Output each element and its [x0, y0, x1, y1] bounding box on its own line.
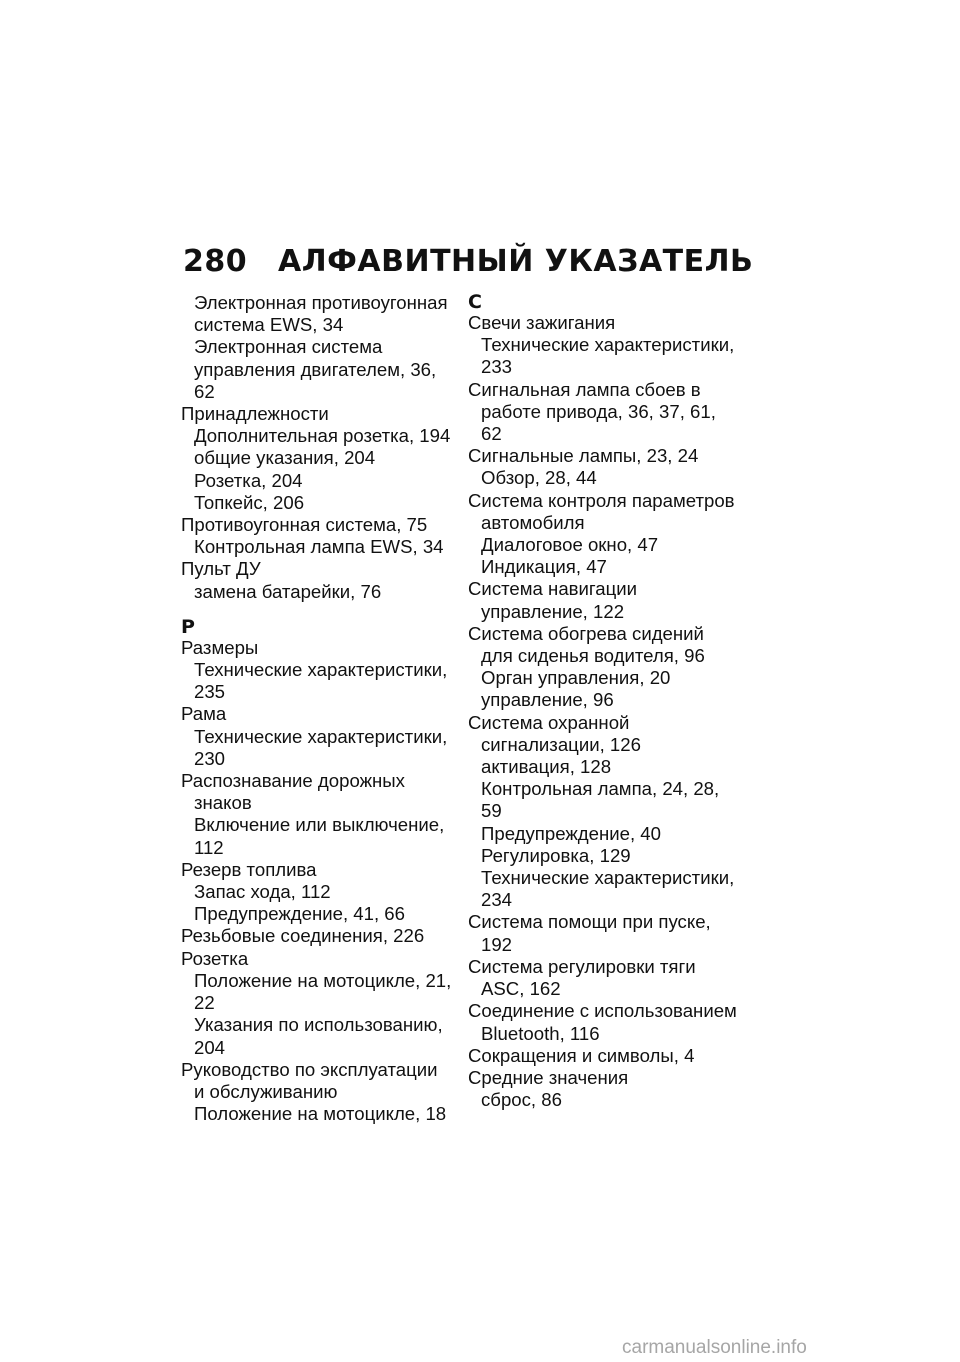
index-column-right	[468, 292, 740, 1111]
index-entry: Руководство по эксплуатации и обслуживанию	[181, 1058, 438, 1102]
index-subentry: Технические характеристики, 230	[194, 725, 448, 769]
index-entry: Сигнальные лампы, 23, 24	[468, 445, 699, 467]
index-entry: Размеры	[181, 636, 259, 658]
index-subentry: Положение на мотоцикле, 18	[194, 1103, 447, 1125]
index-subentry: Электронная противоугонная система EWS, 34	[194, 292, 448, 336]
index-entry: Резьбовые соединения, 226	[181, 925, 425, 947]
index-entry: Система обогрева сидений для сиденья водителя, 96	[468, 622, 705, 667]
index-subentry: Предупреждение, 40	[481, 822, 661, 844]
index-subentry: Розетка, 204	[194, 469, 303, 491]
index-subentry: Включение или выключение, 112	[194, 814, 445, 858]
index-subentry: Запас хода, 112	[194, 881, 331, 903]
index-subentry: общие указания, 204	[194, 447, 376, 469]
index-subentry: Электронная система управления двигателем, 36, 62	[194, 336, 437, 402]
index-column-left	[181, 292, 453, 1125]
index-subentry: Предупреждение, 41, 66	[194, 903, 405, 925]
watermark: carmanualsonline.info	[622, 1337, 807, 1358]
index-entry: Принадлежности	[181, 403, 329, 425]
page-number: 280	[183, 244, 248, 279]
index-entry: Свечи зажигания	[468, 312, 616, 333]
index-subentry: Указания по использованию, 204	[194, 1014, 443, 1058]
index-subentry: Положение на мотоцикле, 21, 22	[194, 969, 452, 1014]
index-entry: Противоугонная система, 75	[181, 514, 428, 536]
section-letter: Р	[181, 615, 195, 638]
index-subentry: Дополнительная розетка, 194	[194, 425, 451, 447]
index-subentry: Контрольная лампа, 24, 28, 59	[481, 778, 720, 822]
index-subentry: Технические характеристики, 234	[481, 867, 735, 911]
index-entry: Резерв топлива	[181, 858, 317, 880]
index-entry: Система охранной сигнализации, 126	[468, 711, 641, 755]
index-entry: Система контроля параметров автомобиля	[468, 489, 735, 533]
index-subentry: Орган управления, 20	[481, 667, 671, 689]
index-subentry: Контрольная лампа EWS, 34	[194, 536, 444, 558]
index-subentry: Индикация, 47	[481, 556, 607, 578]
page-header	[183, 244, 753, 279]
index-subentry: Топкейс, 206	[194, 491, 305, 513]
index-subentry: Диалоговое окно, 47	[481, 534, 659, 556]
index-subentry: управление, 96	[481, 689, 614, 711]
index-subentry: Регулировка, 129	[481, 844, 631, 866]
index-entry: Распознавание дорожных знаков	[181, 770, 405, 814]
index-subentry: Технические характеристики, 233	[481, 334, 735, 378]
index-entry: Система регулировки тяги ASC, 162	[468, 955, 696, 1000]
index-entry: Рама	[181, 703, 227, 725]
index-entry: Система помощи при пуске, 192	[468, 911, 711, 955]
index-entry: Пульт ДУ	[181, 558, 261, 580]
index-entry: Сигнальная лампа сбоев в работе привода, 36, 37, 61, 62	[468, 378, 716, 445]
index-entry: Соединение с использованием Bluetooth, 116	[468, 1000, 737, 1044]
index-entry: Розетка	[181, 947, 249, 969]
page-title: АЛФАВИТНЫЙ УКАЗАТЕЛЬ	[278, 244, 754, 279]
index-subentry: сброс, 86	[481, 1089, 562, 1111]
section-letter: С	[468, 291, 482, 313]
index-subentry: Технические характеристики, 235	[194, 659, 448, 703]
index-subentry: активация, 128	[481, 756, 612, 778]
index-subentry: Обзор, 28, 44	[481, 467, 597, 489]
index-entry: Средние значения	[468, 1066, 629, 1088]
index-subentry: замена батарейки, 76	[194, 580, 382, 602]
index-entry: Сокращения и символы, 4	[468, 1044, 695, 1066]
index-entry: Система навигации управление, 122	[468, 578, 638, 622]
